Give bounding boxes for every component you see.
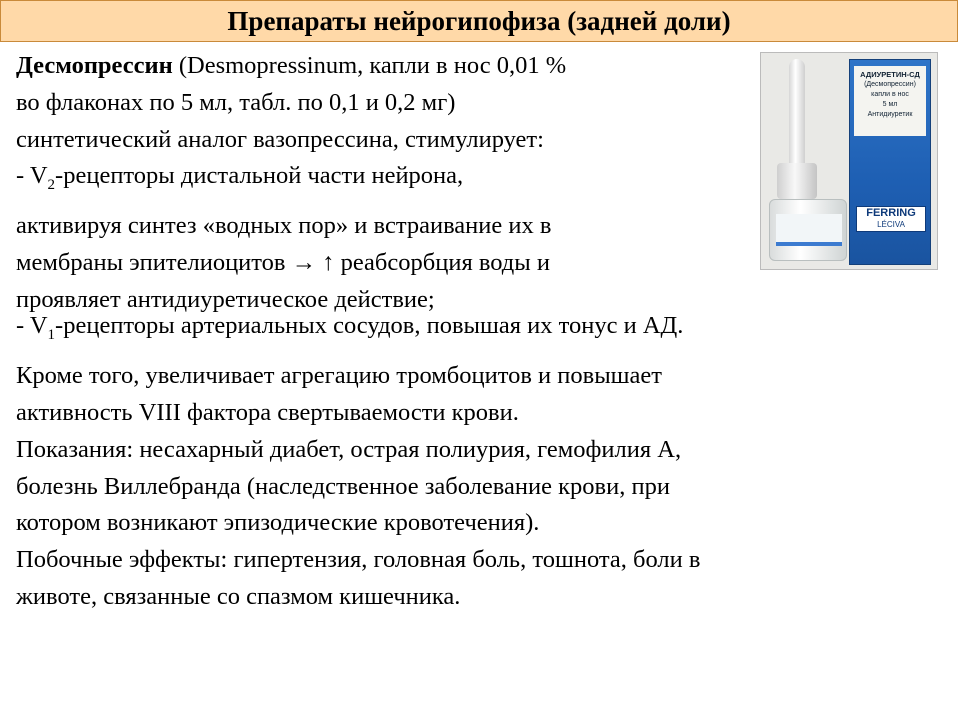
v1-line [16, 308, 946, 354]
box-type: Антидиуретик [867, 111, 913, 118]
drug-name: Десмопрессин [16, 52, 173, 79]
box-subtitle: (Десмопрессин) [864, 81, 916, 88]
bottle-body [769, 199, 847, 261]
extra-line-2: активность VIII фактора свертываемости крови. [16, 398, 519, 426]
line-3: синтетический аналог вазопрессина, стимулирует: [16, 125, 544, 153]
indications-line-1: Показания: несахарный диабет, острая полиурия, гемофилия А, [16, 435, 682, 463]
v1-subscript: 1 [47, 327, 56, 344]
drug-package-photo [760, 52, 938, 270]
title-bar [0, 0, 958, 42]
side-effects-line-1: Побочные эффекты: гипертензия, головная боль, тошнота, боли в [16, 546, 701, 574]
brand-bottom: LÉCIVA [877, 220, 905, 229]
extra-line-1: Кроме того, увеличивает агрегацию тромбоцитов и повышает [16, 362, 662, 390]
box-title: АДИУРЕТИН-СД [860, 70, 920, 79]
box-form: капли в нос [871, 91, 909, 98]
brand-logo [856, 206, 926, 232]
bottle-dropper-tip [789, 59, 805, 169]
line-2: во флаконах по 5 мл, табл. по 0,1 и 0,2 мг) [16, 88, 456, 116]
bottle-cap [777, 163, 817, 199]
v2-prefix: - V [16, 162, 48, 190]
indications-line-2: болезнь Виллебранда (наследственное заболевание крови, при [16, 472, 670, 500]
brand-top: FERRING [866, 207, 916, 219]
v2-line-3: мембраны эпителиоцитов → ↑ реабсорбция воды и [16, 248, 550, 276]
v2-line-4: проявляет антидиуретическое действие; [16, 285, 435, 313]
drug-box [849, 59, 931, 265]
side-effects-line-2: животе, связанные со спазмом кишечника. [16, 582, 461, 610]
bottle-label [776, 214, 842, 246]
box-label [854, 66, 926, 136]
v2-line-2: активируя синтез «водных пор» и встраивание их в [16, 212, 552, 240]
slide-title: Препараты нейрогипофиза (задней доли) [227, 5, 731, 36]
indications-line-3: котором возникают эпизодические кровотечения). [16, 509, 540, 537]
box-volume: 5 мл [882, 101, 898, 108]
drug-form: (Desmopressinum, капли в нос 0,01 % [172, 52, 567, 79]
v2-rest: -рецепторы дистальной части нейрона, [55, 162, 464, 190]
v1-prefix: - V [16, 312, 48, 340]
v1-rest: -рецепторы артериальных сосудов, повышая их тонус и АД. [55, 312, 684, 340]
v2-subscript: 2 [47, 177, 56, 194]
